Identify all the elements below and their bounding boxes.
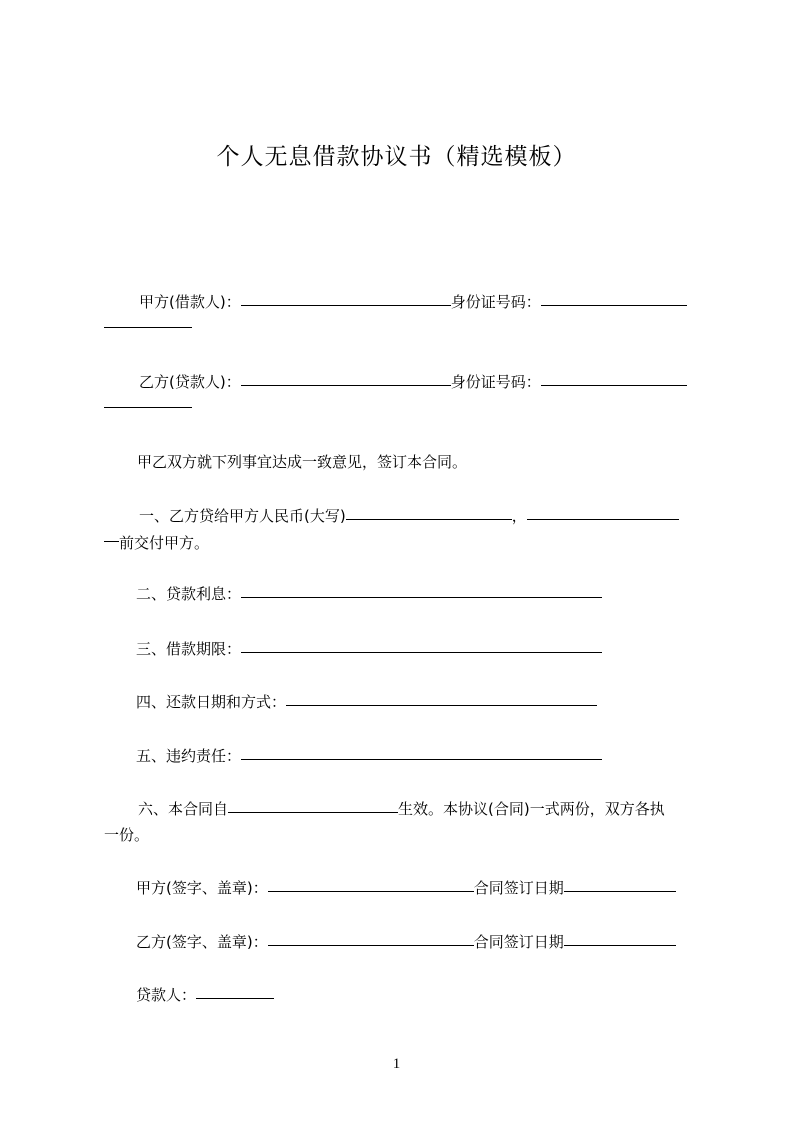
clause-1-line [139,503,739,529]
party-b-id-blank-cont[interactable] [104,406,192,408]
page-number: 1 [392,1056,401,1072]
clause-1-comma: ， [511,507,527,525]
party-a-name-blank[interactable] [241,304,451,306]
party-a-id-blank[interactable] [541,304,687,306]
sign-a-label: 甲方(签字、盖章)： [136,879,268,897]
clause-2-line [136,581,736,607]
clause-2-blank[interactable] [241,596,602,598]
clause-6-mid: 生效。本协议(合同)一式两份，双方各执 [398,800,665,818]
clause-5-blank[interactable] [241,758,602,760]
party-a-id-label: 身份证号码： [450,293,541,311]
party-b-line [139,369,739,395]
clause-1-continuation [104,530,209,556]
clause-5-label: 五、违约责任： [136,747,242,765]
clause-1-amount-blank[interactable] [346,518,512,520]
document-title: 个人无息借款协议书（精选模板） [216,144,577,170]
party-a-line [139,289,739,315]
party-b-label: 乙方(贷款人)： [139,373,241,391]
sign-b-label: 乙方(签字、盖章)： [136,933,268,951]
clause-2-label: 二、贷款利息： [136,585,242,603]
sign-b-date-blank[interactable] [564,944,676,946]
party-b-id-label: 身份证号码： [450,373,541,391]
intro-paragraph: 甲乙双方就下列事宜达成一致意见，签订本合同。 [137,453,468,471]
clause-4-label: 四、还款日期和方式： [136,693,287,711]
clause-6-continuation: 一份。 [104,826,150,844]
clause-1-date-blank[interactable] [527,518,679,520]
clause-4-line [136,689,736,715]
sign-b-date-label: 合同签订日期 [473,933,564,951]
party-b-id-blank[interactable] [541,384,687,386]
clause-3-line [136,636,736,662]
party-b-id-continuation [104,396,192,422]
party-a-id-blank-cont[interactable] [104,326,192,328]
clause-6-date-blank[interactable] [228,811,398,813]
party-a-id-continuation [104,316,192,342]
lender-blank[interactable] [196,997,274,999]
party-a-label: 甲方(借款人)： [139,293,241,311]
clause-1-date-blank-cont[interactable] [104,540,119,542]
clause-1-prefix: 一、乙方贷给甲方人民币(大写) [139,507,346,525]
lender-line [136,982,736,1008]
sign-b-blank[interactable] [268,944,474,946]
sign-a-date-label: 合同签订日期 [473,879,564,897]
clause-3-label: 三、借款期限： [136,640,242,658]
clause-1-suffix: 前交付甲方。 [119,534,210,552]
clause-3-blank[interactable] [241,651,602,653]
clause-4-blank[interactable] [286,704,597,706]
lender-label: 贷款人： [136,986,197,1004]
clause-6-line [138,796,738,822]
sign-a-date-blank[interactable] [564,890,676,892]
sign-b-line [136,929,736,955]
sign-a-blank[interactable] [268,890,474,892]
clause-6-prefix: 六、本合同自 [138,800,229,818]
sign-a-line [136,875,736,901]
party-b-name-blank[interactable] [241,384,451,386]
clause-5-line [136,743,736,769]
